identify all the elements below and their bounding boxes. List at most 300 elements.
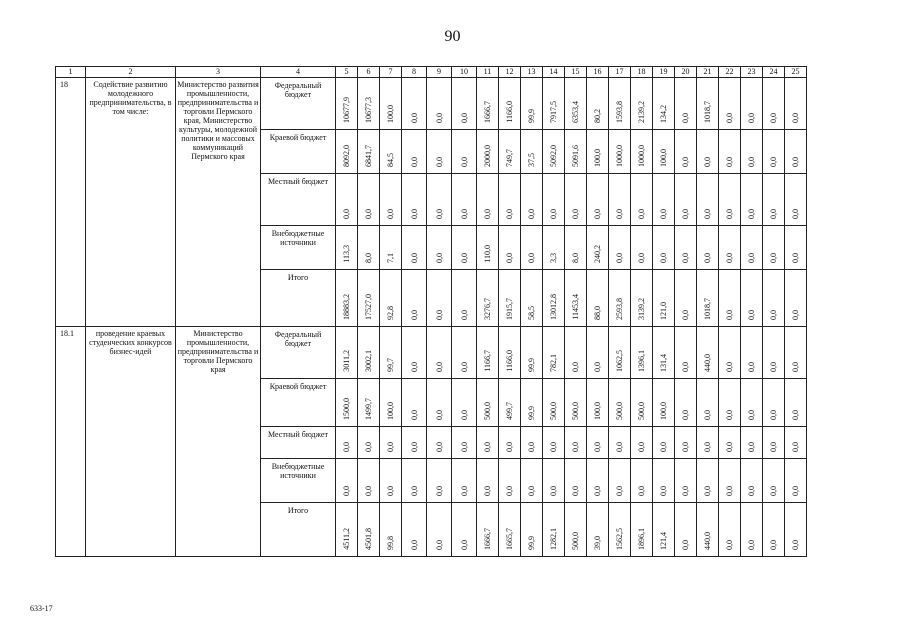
- value-cell: [380, 226, 402, 270]
- value-cell: [587, 379, 609, 427]
- value-text: 500,0: [637, 402, 646, 420]
- funding-source: Местный бюджет: [261, 174, 336, 226]
- value-text: 0,0: [681, 442, 690, 452]
- value-cell: [336, 78, 358, 130]
- value-text: 0,0: [342, 486, 351, 496]
- value-cell: [675, 503, 697, 557]
- value-text: 1666,7: [483, 528, 492, 550]
- value-text: 0,0: [364, 442, 373, 452]
- table-row: [56, 327, 807, 379]
- value-text: 0,0: [725, 157, 734, 167]
- value-cell: [653, 78, 675, 130]
- value-text: 0,0: [571, 362, 580, 372]
- value-text: 0,0: [747, 410, 756, 420]
- column-number: 6: [358, 67, 380, 78]
- value-cell: [609, 226, 631, 270]
- value-text: 0,0: [459, 486, 469, 496]
- value-text: 3139,2: [637, 298, 646, 320]
- value-cell: [587, 427, 609, 459]
- value-cell: [675, 427, 697, 459]
- value-text: 0,0: [703, 486, 712, 496]
- value-cell: [565, 174, 587, 226]
- value-text: 5092,0: [549, 145, 558, 167]
- value-cell: [785, 270, 807, 327]
- value-text: 110,0: [483, 245, 492, 263]
- value-text: 0,0: [386, 209, 395, 219]
- value-text: 134,2: [659, 105, 668, 123]
- value-cell: [631, 427, 653, 459]
- value-cell: [427, 503, 452, 557]
- value-text: 0,0: [434, 310, 444, 320]
- item-name: Содействие развитию молодежного предпринимательства, в том числе:: [86, 78, 176, 327]
- value-text: 0,0: [769, 113, 778, 123]
- value-text: 0,0: [637, 209, 646, 219]
- value-text: 0,0: [791, 253, 800, 263]
- value-cell: [565, 270, 587, 327]
- value-cell: [336, 174, 358, 226]
- value-text: 10677,3: [364, 97, 373, 123]
- value-cell: [477, 379, 499, 427]
- value-text: 0,0: [593, 486, 602, 496]
- value-text: 0,0: [703, 157, 712, 167]
- value-text: 0,0: [459, 209, 469, 219]
- value-cell: [477, 327, 499, 379]
- value-cell: [763, 270, 785, 327]
- column-number: 7: [380, 67, 402, 78]
- column-number-row: [56, 67, 807, 78]
- value-text: 0,0: [769, 362, 778, 372]
- value-text: 37,5: [527, 153, 536, 167]
- value-text: 6841,7: [364, 145, 373, 167]
- value-cell: [452, 427, 477, 459]
- column-number: 9: [427, 67, 452, 78]
- value-cell: [358, 226, 380, 270]
- value-cell: [543, 130, 565, 174]
- value-cell: [543, 226, 565, 270]
- value-cell: [631, 327, 653, 379]
- value-cell: [763, 130, 785, 174]
- value-cell: [741, 459, 763, 503]
- value-cell: [380, 174, 402, 226]
- value-cell: [653, 226, 675, 270]
- value-text: 0,0: [769, 310, 778, 320]
- value-cell: [543, 270, 565, 327]
- value-text: 0,0: [571, 442, 580, 452]
- value-cell: [741, 130, 763, 174]
- value-cell: [631, 503, 653, 557]
- value-text: 17527,0: [364, 294, 373, 320]
- value-text: 0,0: [659, 442, 668, 452]
- value-cell: [358, 327, 380, 379]
- value-text: 0,0: [434, 209, 444, 219]
- value-cell: [543, 327, 565, 379]
- value-text: 0,0: [681, 410, 690, 420]
- value-cell: [380, 459, 402, 503]
- value-text: 0,0: [769, 157, 778, 167]
- column-number: 10: [452, 67, 477, 78]
- value-cell: [631, 459, 653, 503]
- value-cell: [521, 327, 543, 379]
- value-text: 1062,5: [615, 350, 624, 372]
- item-executor: Министерство развития промышленности, предпринимательства и торговли Пермского края, Министерство культуры, молодежной политики и массовых коммуникаций Пермского края: [176, 78, 261, 327]
- value-cell: [609, 327, 631, 379]
- value-text: 0,0: [459, 157, 469, 167]
- value-text: 0,0: [505, 486, 514, 496]
- value-cell: [719, 427, 741, 459]
- value-text: 0,0: [681, 253, 690, 263]
- value-cell: [521, 78, 543, 130]
- value-text: 0,0: [725, 362, 734, 372]
- value-cell: [763, 427, 785, 459]
- value-cell: [358, 379, 380, 427]
- value-text: 0,0: [747, 310, 756, 320]
- value-cell: [609, 78, 631, 130]
- value-text: 500,0: [483, 402, 492, 420]
- value-text: 0,0: [725, 540, 734, 550]
- value-cell: [719, 270, 741, 327]
- value-cell: [697, 78, 719, 130]
- value-text: 0,0: [459, 113, 469, 123]
- item-number: 18: [56, 78, 86, 327]
- value-text: 88,0: [593, 306, 602, 320]
- value-cell: [380, 130, 402, 174]
- value-cell: [741, 270, 763, 327]
- value-text: 0,0: [505, 253, 514, 263]
- item-number: 18.1: [56, 327, 86, 557]
- value-text: 0,0: [747, 209, 756, 219]
- value-cell: [697, 379, 719, 427]
- value-cell: [358, 130, 380, 174]
- value-cell: [697, 503, 719, 557]
- value-cell: [499, 78, 521, 130]
- value-text: 7917,5: [549, 101, 558, 123]
- value-cell: [402, 427, 427, 459]
- value-text: 0,0: [409, 442, 419, 452]
- value-cell: [452, 174, 477, 226]
- value-cell: [427, 327, 452, 379]
- item-executor: Министерство промышленности, предпринимательства и торговли Пермского края: [176, 327, 261, 557]
- value-text: 0,0: [386, 486, 395, 496]
- value-text: 1896,1: [637, 528, 646, 550]
- value-cell: [427, 130, 452, 174]
- value-text: 0,0: [527, 209, 536, 219]
- value-cell: [543, 427, 565, 459]
- value-text: 18883,2: [342, 294, 351, 320]
- value-text: 0,0: [483, 442, 492, 452]
- value-cell: [741, 327, 763, 379]
- value-cell: [499, 270, 521, 327]
- column-number: 21: [697, 67, 719, 78]
- value-cell: [587, 226, 609, 270]
- value-cell: [358, 174, 380, 226]
- column-number: 12: [499, 67, 521, 78]
- value-cell: [785, 327, 807, 379]
- value-text: 0,0: [409, 157, 419, 167]
- value-cell: [697, 174, 719, 226]
- value-cell: [499, 427, 521, 459]
- value-text: 0,0: [409, 310, 419, 320]
- value-text: 0,0: [681, 362, 690, 372]
- value-text: 1018,7: [703, 101, 712, 123]
- value-cell: [675, 78, 697, 130]
- value-text: 0,0: [681, 113, 690, 123]
- value-cell: [675, 270, 697, 327]
- value-cell: [565, 459, 587, 503]
- value-cell: [336, 130, 358, 174]
- value-cell: [402, 226, 427, 270]
- value-text: 0,0: [681, 486, 690, 496]
- value-cell: [452, 226, 477, 270]
- value-text: 100,0: [593, 402, 602, 420]
- value-cell: [719, 379, 741, 427]
- value-cell: [402, 327, 427, 379]
- value-text: 0,0: [791, 209, 800, 219]
- value-cell: [427, 379, 452, 427]
- column-number: 8: [402, 67, 427, 78]
- value-text: 1593,8: [615, 101, 624, 123]
- value-cell: [336, 226, 358, 270]
- value-cell: [521, 270, 543, 327]
- value-cell: [521, 427, 543, 459]
- column-number: 17: [609, 67, 631, 78]
- value-text: 0,0: [703, 209, 712, 219]
- value-cell: [587, 130, 609, 174]
- value-text: 0,0: [409, 540, 419, 550]
- value-cell: [358, 427, 380, 459]
- value-cell: [609, 503, 631, 557]
- value-cell: [521, 459, 543, 503]
- value-cell: [741, 78, 763, 130]
- value-text: 80,2: [593, 109, 602, 123]
- value-cell: [477, 459, 499, 503]
- value-text: 240,2: [593, 245, 602, 263]
- value-cell: [609, 379, 631, 427]
- value-text: 0,0: [747, 486, 756, 496]
- value-text: 0,0: [434, 486, 444, 496]
- funding-source: Краевой бюджет: [261, 130, 336, 174]
- value-cell: [543, 459, 565, 503]
- value-cell: [358, 503, 380, 557]
- value-cell: [675, 174, 697, 226]
- value-text: 440,0: [703, 532, 712, 550]
- value-cell: [521, 174, 543, 226]
- value-cell: [741, 427, 763, 459]
- value-text: 84,5: [386, 153, 395, 167]
- value-text: 0,0: [459, 410, 469, 420]
- value-cell: [785, 130, 807, 174]
- column-number: 25: [785, 67, 807, 78]
- value-text: 100,0: [386, 105, 395, 123]
- value-text: 0,0: [615, 486, 624, 496]
- value-text: 1665,7: [505, 528, 514, 550]
- value-text: 0,0: [725, 486, 734, 496]
- value-text: 0,0: [409, 486, 419, 496]
- value-cell: [631, 174, 653, 226]
- value-text: 1000,0: [615, 145, 624, 167]
- value-cell: [499, 174, 521, 226]
- value-text: 0,0: [681, 157, 690, 167]
- value-text: 1282,1: [549, 528, 558, 550]
- value-cell: [697, 270, 719, 327]
- value-text: 8,0: [571, 253, 580, 263]
- value-text: 0,0: [409, 362, 419, 372]
- value-cell: [653, 503, 675, 557]
- value-cell: [543, 78, 565, 130]
- value-text: 0,0: [725, 410, 734, 420]
- item-name: проведение краевых студенческих конкурсов бизнес-идей: [86, 327, 176, 557]
- value-text: 3,3: [549, 253, 558, 263]
- value-text: 99,7: [386, 358, 395, 372]
- value-cell: [631, 226, 653, 270]
- value-text: 0,0: [593, 442, 602, 452]
- value-cell: [653, 327, 675, 379]
- value-text: 99,9: [527, 358, 536, 372]
- value-text: 0,0: [725, 253, 734, 263]
- value-cell: [380, 78, 402, 130]
- value-text: 500,0: [615, 402, 624, 420]
- funding-source: Внебюджетные источники: [261, 226, 336, 270]
- value-text: 0,0: [483, 209, 492, 219]
- value-text: 0,0: [747, 113, 756, 123]
- value-text: 499,7: [505, 402, 514, 420]
- value-text: 99,8: [386, 536, 395, 550]
- value-text: 782,1: [549, 354, 558, 372]
- value-text: 0,0: [593, 362, 602, 372]
- value-text: 0,0: [434, 157, 444, 167]
- value-text: 500,0: [549, 402, 558, 420]
- value-cell: [499, 130, 521, 174]
- value-cell: [499, 226, 521, 270]
- value-text: 0,0: [459, 253, 469, 263]
- value-cell: [719, 78, 741, 130]
- value-text: 121,0: [659, 302, 668, 320]
- value-cell: [402, 459, 427, 503]
- value-cell: [565, 503, 587, 557]
- value-cell: [763, 78, 785, 130]
- value-text: 0,0: [791, 310, 800, 320]
- value-text: 39,0: [593, 536, 602, 550]
- page-number: 90: [444, 28, 461, 45]
- value-cell: [358, 78, 380, 130]
- value-cell: [763, 503, 785, 557]
- value-cell: [380, 270, 402, 327]
- value-cell: [565, 327, 587, 379]
- value-text: 440,0: [703, 354, 712, 372]
- value-cell: [587, 174, 609, 226]
- value-text: 8,0: [364, 253, 373, 263]
- value-text: 4511,2: [342, 528, 351, 550]
- value-text: 92,8: [386, 306, 395, 320]
- value-text: 0,0: [527, 486, 536, 496]
- value-cell: [763, 379, 785, 427]
- budget-table: [55, 66, 807, 557]
- value-text: 100,0: [659, 402, 668, 420]
- funding-source: Местный бюджет: [261, 427, 336, 459]
- value-text: 0,0: [725, 442, 734, 452]
- column-number: 16: [587, 67, 609, 78]
- value-text: 0,0: [703, 253, 712, 263]
- value-cell: [452, 379, 477, 427]
- value-text: 0,0: [571, 209, 580, 219]
- value-text: 0,0: [549, 209, 558, 219]
- funding-source: Краевой бюджет: [261, 379, 336, 427]
- value-text: 0,0: [791, 540, 800, 550]
- funding-source: Внебюджетные источники: [261, 459, 336, 503]
- value-text: 131,4: [659, 354, 668, 372]
- value-text: 0,0: [434, 410, 444, 420]
- value-text: 1166,0: [505, 350, 514, 372]
- value-cell: [402, 174, 427, 226]
- value-text: 1018,7: [703, 298, 712, 320]
- value-text: 1166,7: [483, 350, 492, 372]
- value-cell: [336, 427, 358, 459]
- value-cell: [427, 270, 452, 327]
- value-text: 0,0: [342, 209, 351, 219]
- funding-source: Федеральный бюджет: [261, 327, 336, 379]
- value-cell: [427, 427, 452, 459]
- value-cell: [631, 379, 653, 427]
- value-cell: [653, 270, 675, 327]
- value-text: 1166,0: [505, 101, 514, 123]
- value-cell: [587, 503, 609, 557]
- value-cell: [675, 379, 697, 427]
- value-cell: [477, 503, 499, 557]
- value-cell: [477, 226, 499, 270]
- value-text: 0,0: [681, 540, 690, 550]
- value-cell: [336, 379, 358, 427]
- value-text: 0,0: [769, 540, 778, 550]
- value-cell: [719, 130, 741, 174]
- column-number: 18: [631, 67, 653, 78]
- value-cell: [675, 226, 697, 270]
- column-number: 2: [86, 67, 176, 78]
- value-text: 0,0: [791, 410, 800, 420]
- value-text: 0,0: [747, 442, 756, 452]
- value-text: 58,5: [527, 306, 536, 320]
- value-cell: [785, 174, 807, 226]
- column-number: 3: [176, 67, 261, 78]
- value-cell: [697, 327, 719, 379]
- value-cell: [336, 459, 358, 503]
- value-cell: [609, 459, 631, 503]
- value-cell: [452, 459, 477, 503]
- value-cell: [719, 459, 741, 503]
- value-text: 121,4: [659, 532, 668, 550]
- value-cell: [785, 459, 807, 503]
- value-cell: [452, 130, 477, 174]
- value-text: 0,0: [637, 442, 646, 452]
- value-text: 0,0: [747, 362, 756, 372]
- value-text: 3276,7: [483, 298, 492, 320]
- value-cell: [675, 130, 697, 174]
- column-number: 15: [565, 67, 587, 78]
- value-text: 0,0: [747, 157, 756, 167]
- value-cell: [402, 130, 427, 174]
- footer-code: 633-17: [30, 604, 53, 613]
- value-text: 0,0: [434, 113, 444, 123]
- value-cell: [452, 327, 477, 379]
- value-text: 0,0: [459, 362, 469, 372]
- value-text: 0,0: [527, 442, 536, 452]
- value-text: 1500,0: [342, 398, 351, 420]
- value-cell: [675, 327, 697, 379]
- value-cell: [521, 130, 543, 174]
- value-cell: [336, 503, 358, 557]
- value-text: 0,0: [725, 209, 734, 219]
- value-cell: [427, 226, 452, 270]
- value-text: 1499,7: [364, 398, 373, 420]
- value-cell: [653, 459, 675, 503]
